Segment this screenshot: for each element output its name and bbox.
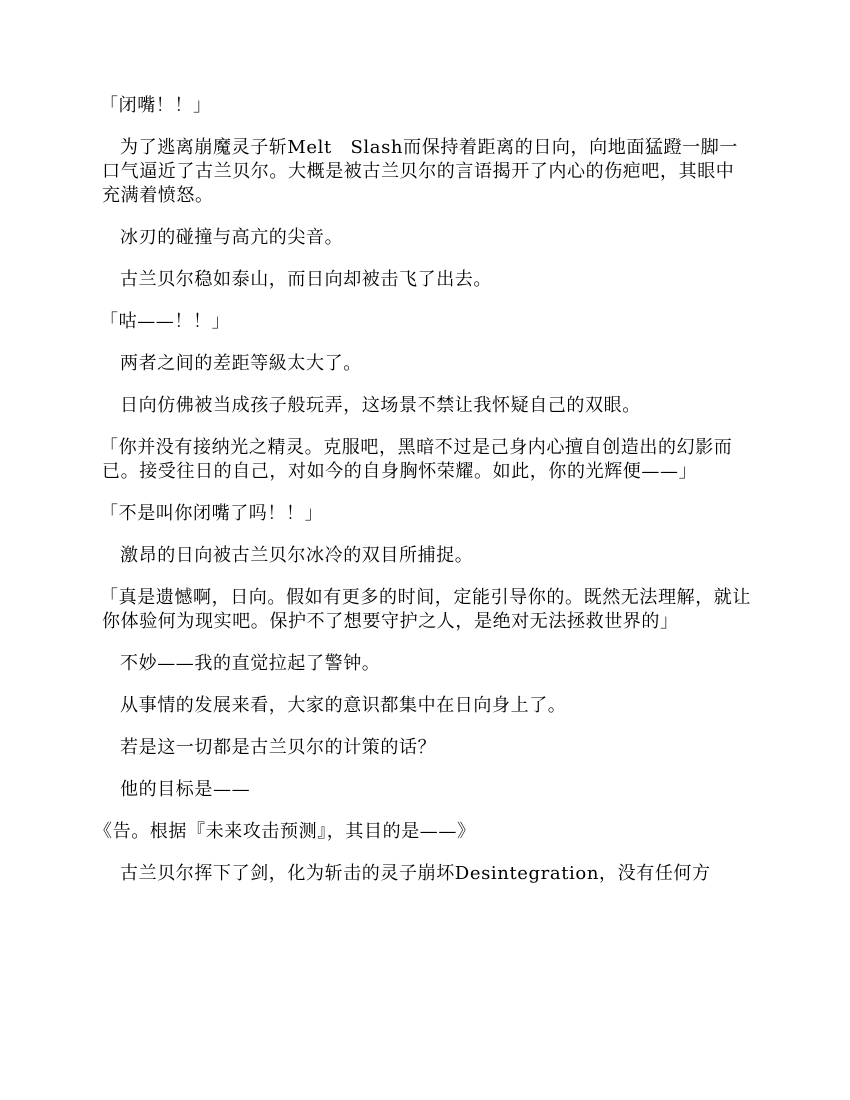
dialogue-paragraph: 「闭嘴！！」	[100, 95, 212, 116]
narration-paragraph: 为了逃离崩魔灵子斩Melt Slash而保持着距离的日向，向地面猛蹬一脚一口气逼近了古兰贝尔。大概是被古兰贝尔的言语揭开了内心的伤疤吧，其眼中充满着愤怒。	[102, 137, 738, 206]
narration-paragraph: 不妙——我的直觉拉起了警钟。	[120, 653, 381, 674]
narration-paragraph: 激昂的日向被古兰贝尔冰冷的双目所捕捉。	[120, 545, 474, 566]
narration-paragraph: 从事情的发展来看，大家的意识都集中在日向身上了。	[120, 695, 567, 716]
narration-paragraph: 古兰贝尔稳如泰山，而日向却被击飞了出去。	[120, 269, 492, 290]
dialogue-paragraph: 「咕——！！」	[100, 311, 231, 332]
document-body	[94, 94, 752, 904]
narration-paragraph: 若是这一切都是古兰贝尔的计策的话？	[120, 737, 437, 758]
narration-paragraph: 他的目标是——	[120, 779, 251, 800]
narration-paragraph: 古兰贝尔挥下了剑，化为斩击的灵子崩坏Desintegration，没有任何方	[120, 863, 711, 884]
dialogue-paragraph: 「不是叫你闭嘴了吗！！」	[100, 503, 324, 524]
narration-paragraph: 冰刃的碰撞与高亢的尖音。	[120, 227, 344, 248]
narration-paragraph: 两者之间的差距等級太大了。	[120, 353, 362, 374]
dialogue-paragraph: 「你并没有接纳光之精灵。克服吧，黑暗不过是己身内心擅自创造出的幻影而已。接受往日的自己，对如今的自身胸怀荣耀。如此，你的光辉便——」	[100, 437, 733, 482]
dialogue-paragraph: 「真是遗憾啊，日向。假如有更多的时间，定能引导你的。既然无法理解，就让你体验何为现实吧。保护不了想要守护之人，是绝对无法拯救世界的」	[100, 587, 751, 632]
narration-paragraph: 日向仿佛被当成孩子般玩弄，这场景不禁让我怀疑自己的双眼。	[120, 395, 641, 416]
system-message-paragraph: 《告。根据『未来攻击预测』，其目的是——》	[94, 821, 476, 842]
